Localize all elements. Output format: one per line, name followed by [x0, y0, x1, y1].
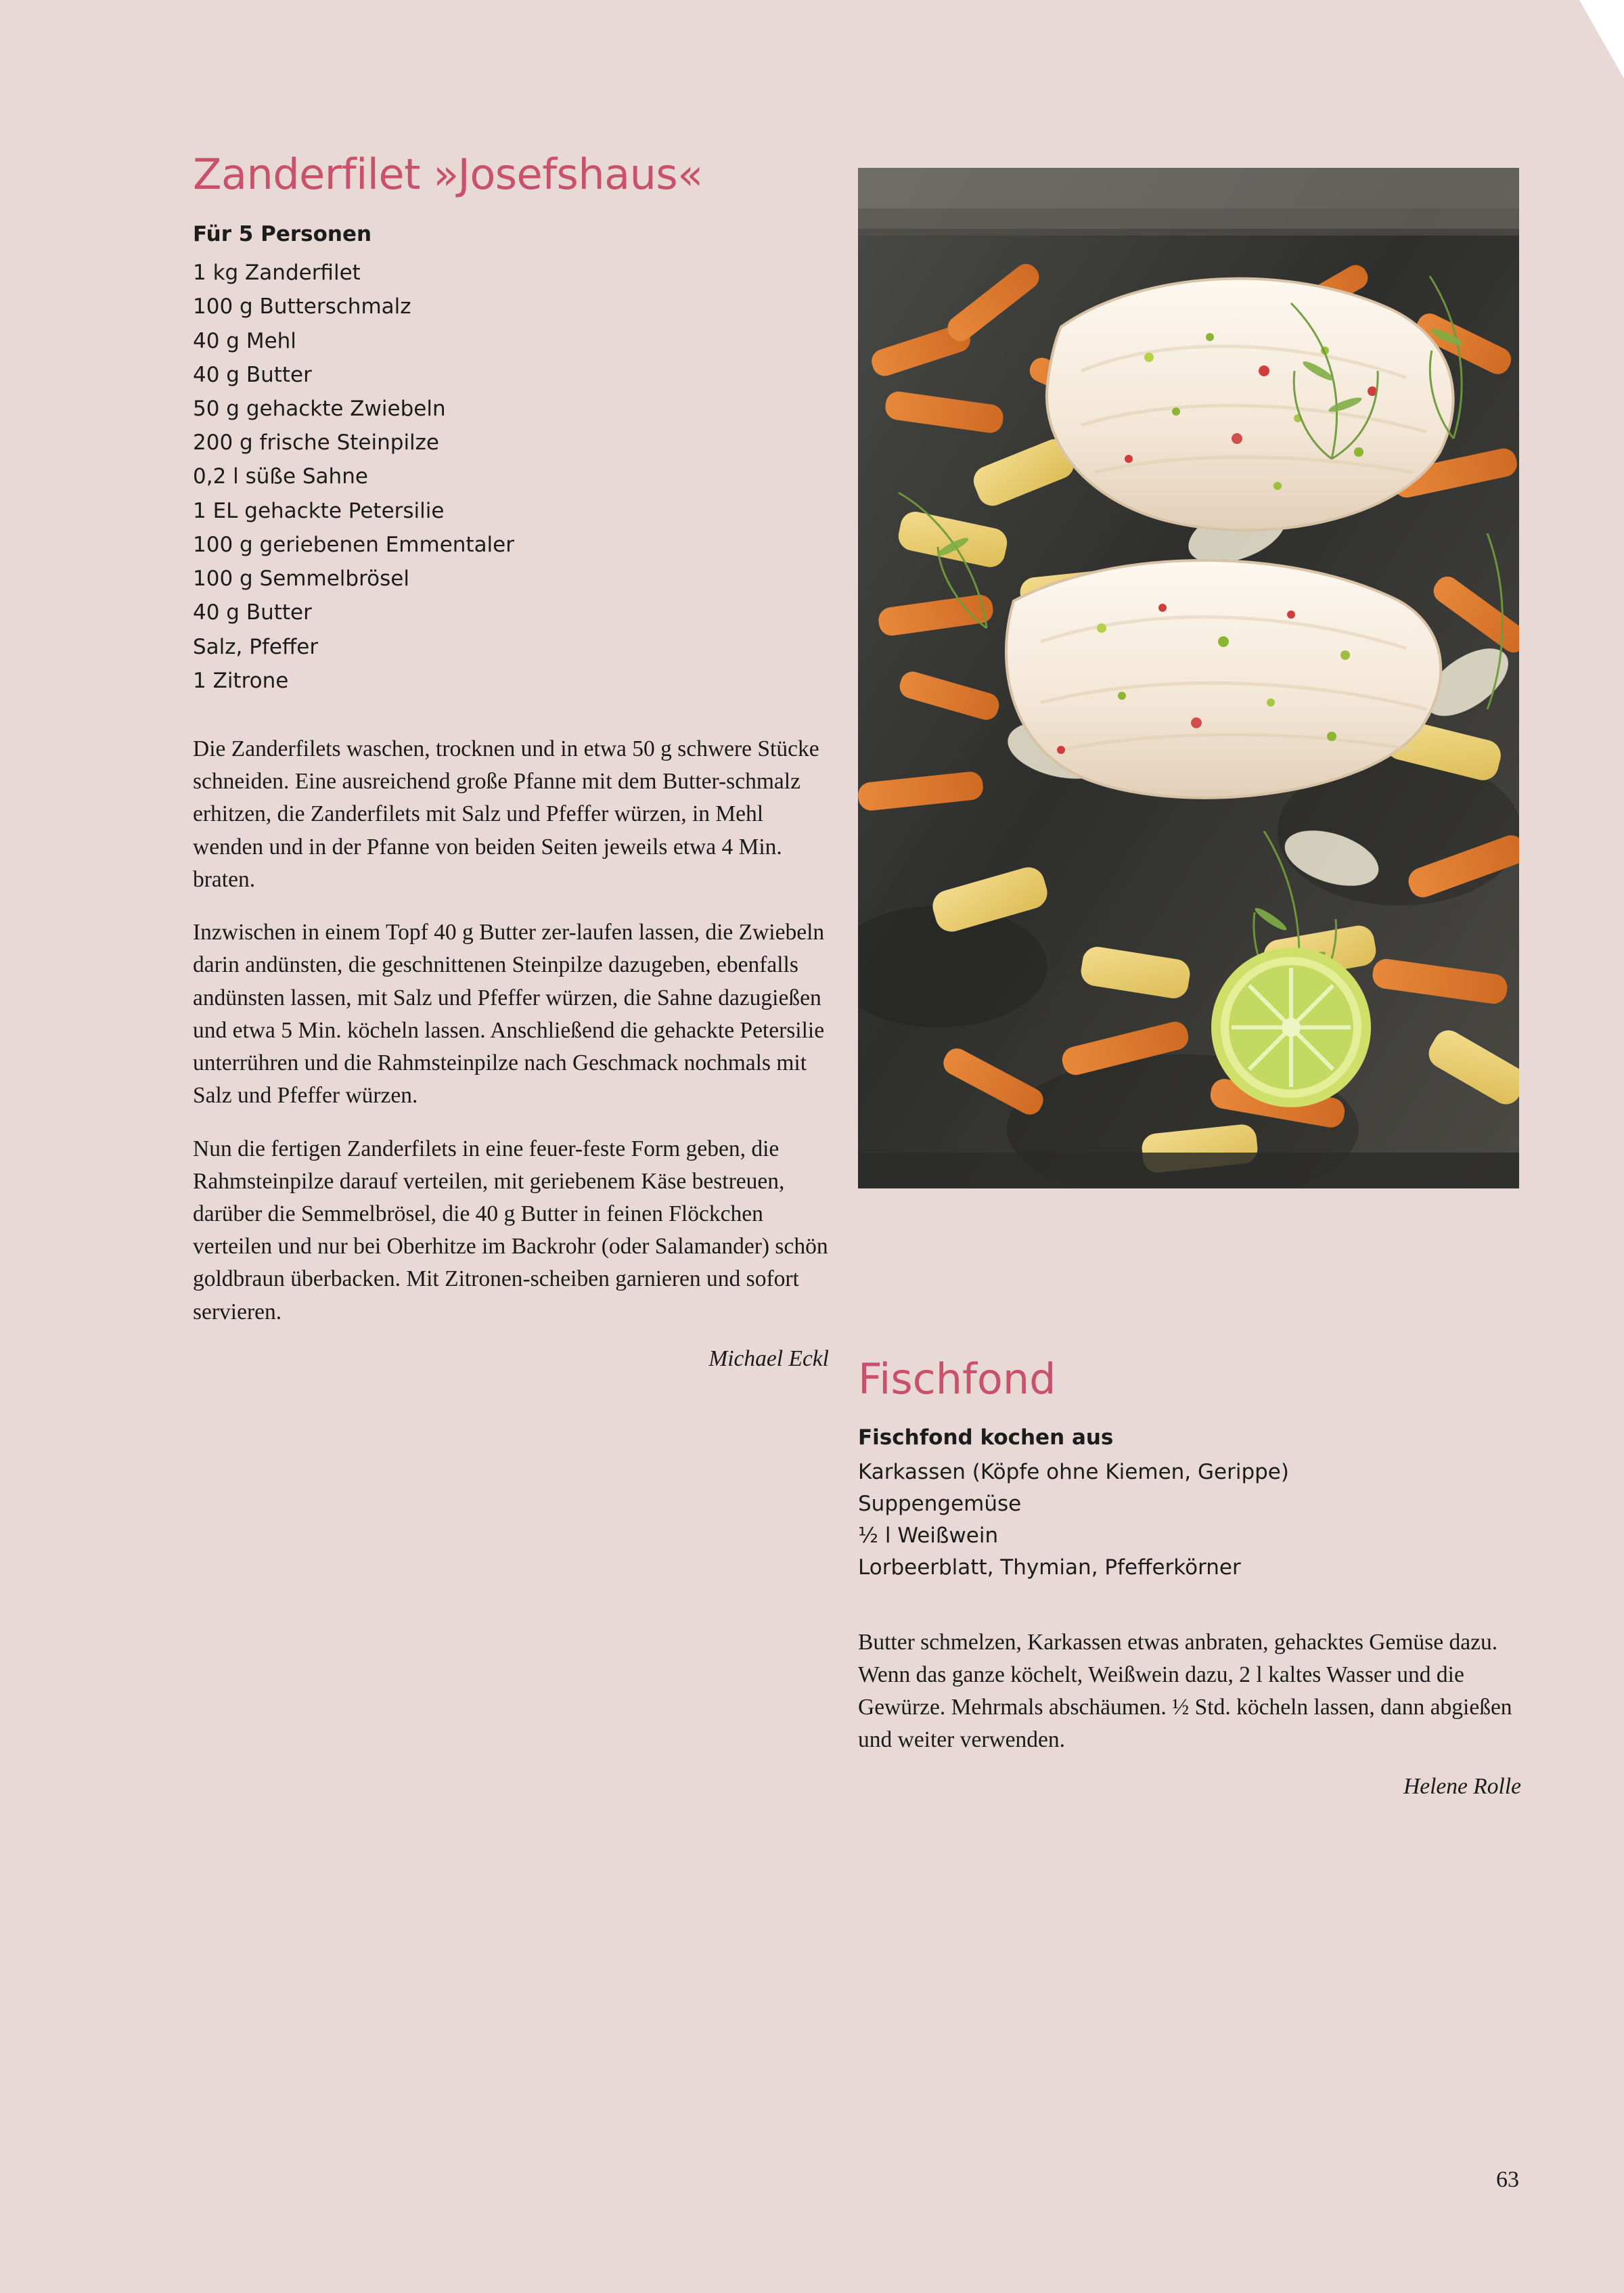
list-item: ½ l Weißwein — [858, 1523, 999, 1549]
list-item: 40 g Butter — [193, 600, 312, 625]
ingredient-list — [193, 256, 829, 698]
spacer — [193, 698, 829, 733]
list-item: 100 g Butterschmalz — [193, 294, 411, 319]
recipe-author: Michael Eckl — [708, 1345, 829, 1371]
page-number: 63 — [1496, 2167, 1519, 2192]
list-item: Salz, Pfeffer — [193, 634, 319, 659]
list-item: 0,2 l süße Sahne — [193, 464, 368, 489]
list-item: 1 kg Zanderfilet — [193, 261, 361, 286]
preparation-paragraph: Nun die fertigen Zanderfilets in eine feuer-feste Form geben, die Rahmsteinpilze darauf verteilen, mit geriebenem Käse bestreuen, darüber die Semmelbrösel, die 40 g Butter in feinen Flöckchen verteilen und nur bei Oberhitze im Backrohr (oder Salamander) schön goldbraun überbacken. Mit Zitronen-scheiben garnieren und sofort servieren. — [193, 1136, 828, 1324]
list-item: 1 EL gehackte Petersilie — [193, 498, 445, 523]
list-item: Lorbeerblatt, Thymian, Pfefferkörner — [858, 1555, 1241, 1580]
list-item: Suppengemüse — [858, 1492, 1022, 1517]
stock-subheading: Fischfond kochen aus — [858, 1425, 1114, 1450]
recipe-photo — [858, 168, 1519, 1188]
left-column — [193, 152, 829, 1372]
list-item: 100 g Semmelbrösel — [193, 566, 409, 592]
servings-label: Für 5 Personen — [193, 222, 372, 247]
stock-preparation-paragraph: Butter schmelzen, Karkassen etwas anbraten, gehacktes Gemüse dazu. Wenn das ganze köchelt, Weißwein dazu, 2 l kaltes Wasser und die Gewürze. Mehrmals abschäumen. ½ Std. köcheln lassen, dann abgießen und weiter verwenden. — [858, 1629, 1512, 1753]
list-item: 50 g gehackte Zwiebeln — [193, 396, 446, 421]
stock-ingredient-list — [858, 1456, 1521, 1584]
stock-author: Helene Rolle — [1403, 1774, 1521, 1800]
right-column — [858, 1354, 1521, 1800]
list-item: 40 g Mehl — [193, 328, 296, 353]
list-item: 40 g Butter — [193, 362, 312, 387]
section-title: Fischfond — [858, 1354, 1056, 1404]
list-item: 200 g frische Steinpilze — [193, 430, 440, 455]
preparation-paragraph: Inzwischen in einem Topf 40 g Butter zer-laufen lassen, die Zwiebeln darin andünsten, die geschnittenen Steinpilze dazugeben, ebenfalls andünsten lassen, mit Salz und Pfeffer würzen, die Sahne dazugießen und etwa 5 Min. köcheln lassen. Anschließend die gehackte Petersilie unterrühren und die Rahmsteinpilze nach Geschmack nochmals mit Salz und Pfeffer würzen. — [193, 920, 825, 1109]
list-item: 1 Zitrone — [193, 668, 289, 693]
list-item: Karkassen (Köpfe ohne Kiemen, Gerippe) — [858, 1460, 1289, 1485]
recipe-photo-illustration — [858, 168, 1519, 1188]
page-title: Zanderfilet »Josefshaus« — [193, 150, 703, 199]
preparation-paragraph: Die Zanderfilets waschen, trocknen und in etwa 50 g schwere Stücke schneiden. Eine ausreichend große Pfanne mit dem Butter-schmalz erhitzen, die Zanderfilets mit Salz und Pfeffer würzen, in Mehl wenden und in der Pfanne von beiden Seiten jeweils etwa 4 Min. braten. — [193, 736, 819, 892]
list-item: 100 g geriebenen Emmentaler — [193, 532, 514, 557]
